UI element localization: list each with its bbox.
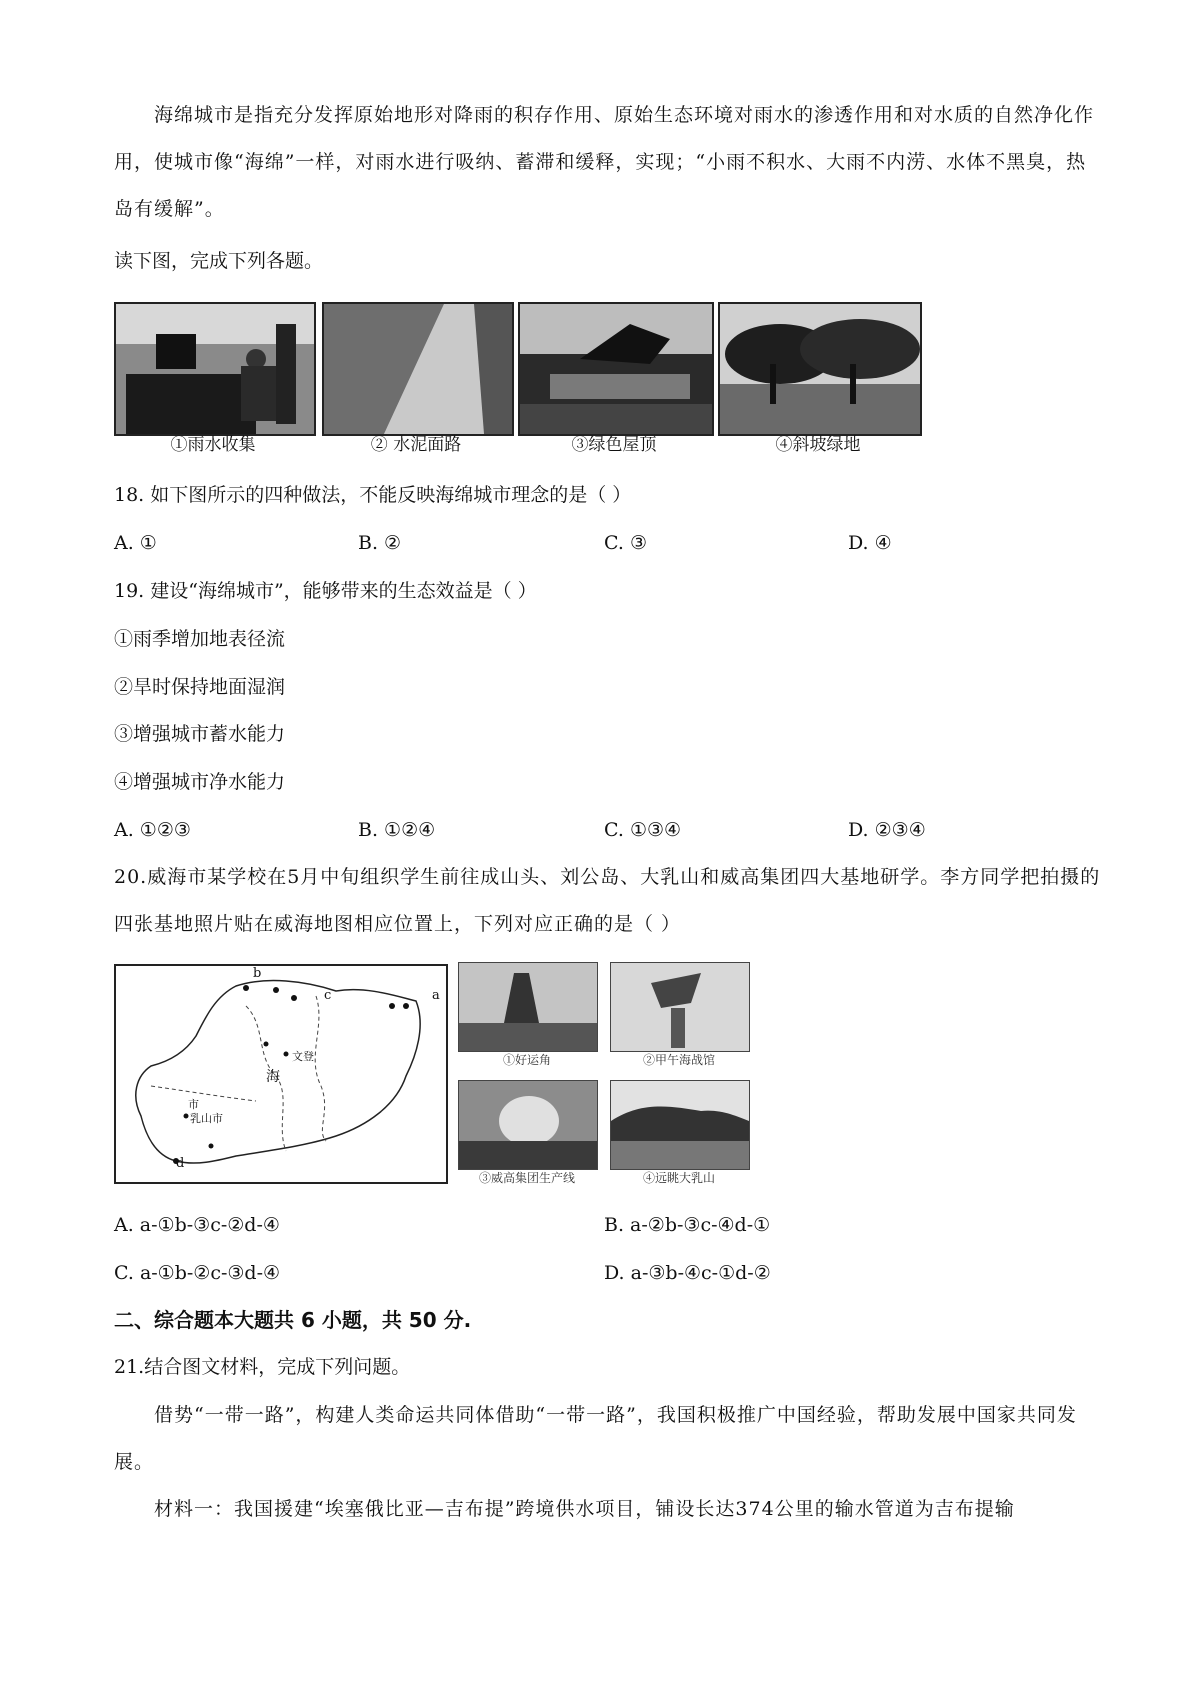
photo-caption-4: ④远眺大乳山 bbox=[642, 1171, 715, 1185]
q19-item-3: ③增强城市蓄水能力 bbox=[114, 723, 286, 745]
q18-option-b[interactable]: B. ② bbox=[358, 532, 402, 554]
map-label-sea: 海 bbox=[266, 1069, 280, 1085]
section2-title: 二、综合题本大题共 6 小题，共 50 分. bbox=[114, 1308, 472, 1332]
photo-cement-road bbox=[322, 302, 514, 436]
q18-stem: 18. 如下图所示的四种做法，不能反映海绵城市理念的是（ ） bbox=[114, 484, 632, 506]
q20-option-a[interactable]: A. a-①b-③c-②d-④ bbox=[114, 1214, 280, 1236]
photo-caption-1: ①好运角 bbox=[502, 1053, 551, 1067]
q20-option-c[interactable]: C. a-①b-②c-③d-④ bbox=[114, 1262, 281, 1284]
q21-paragraph-2: 材料一：我国援建“埃塞俄比亚—吉布提”跨境供水项目，铺设长达374公里的输水管道为吉布提输 bbox=[154, 1498, 1015, 1520]
map-label-a: a bbox=[432, 988, 440, 1003]
q19-option-b[interactable]: B. ①②④ bbox=[358, 819, 436, 841]
q19-item-2: ②旱时保持地面湿润 bbox=[114, 676, 286, 698]
photo-weigao-line bbox=[458, 1080, 598, 1170]
q18-option-c[interactable]: C. ③ bbox=[604, 532, 647, 554]
caption-2: ② 水泥面路 bbox=[370, 435, 462, 455]
q21-paragraph-1: 借势“一带一路”，构建人类命运共同体借助“一带一路”，我国积极推广中国经验，帮助发展中国家共同发展。 bbox=[114, 1404, 1077, 1473]
q20-stem: 20.威海市某学校在5月中旬组织学生前往成山头、刘公岛、大乳山和威高集团四大基地研学。李方同学把拍摄的四张基地照片贴在威海地图相应位置上，下列对应正确的是（ ） bbox=[114, 866, 1101, 935]
q19-option-d[interactable]: D. ②③④ bbox=[848, 819, 926, 841]
map-label-city: 市 bbox=[188, 1098, 199, 1111]
q20-option-d[interactable]: D. a-③b-④c-①d-② bbox=[604, 1262, 771, 1284]
map-label-b: b bbox=[253, 966, 262, 981]
q19-option-a[interactable]: A. ①②③ bbox=[114, 819, 191, 841]
weihai-map bbox=[114, 964, 448, 1184]
photo-green-roof bbox=[518, 302, 714, 436]
map-label-d: d bbox=[176, 1156, 185, 1171]
q21-stem: 21.结合图文材料，完成下列问题。 bbox=[114, 1356, 411, 1378]
q19-item-4: ④增强城市净水能力 bbox=[114, 771, 286, 793]
instruction-text: 读下图，完成下列各题。 bbox=[114, 250, 324, 272]
map-label-c: c bbox=[324, 988, 332, 1003]
caption-4: ④斜坡绿地 bbox=[775, 435, 861, 455]
q19-option-c[interactable]: C. ①③④ bbox=[604, 819, 682, 841]
photo-slope-greenland bbox=[718, 302, 922, 436]
map-label-rushan: 乳山市 bbox=[190, 1112, 223, 1125]
q18-option-d[interactable]: D. ④ bbox=[848, 532, 892, 554]
q20-option-b[interactable]: B. a-②b-③c-④d-① bbox=[604, 1214, 771, 1236]
map-label-wendeng: 文登 bbox=[292, 1050, 314, 1063]
caption-1: ①雨水收集 bbox=[170, 435, 256, 455]
photo-haoyunjiao bbox=[458, 962, 598, 1052]
q18-option-a[interactable]: A. ① bbox=[114, 532, 157, 554]
intro-paragraph: 海绵城市是指充分发挥原始地形对降雨的积存作用、原始生态环境对雨水的渗透作用和对水质的自然净化作用，使城市像“海绵”一样，对雨水进行吸纳、蓄滞和缓释，实现；“小雨不积水、大雨不内涝、水体不黑臭，热岛有缓解”。 bbox=[114, 104, 1095, 220]
photo-jiawu-museum bbox=[610, 962, 750, 1052]
q19-stem: 19. 建设“海绵城市”，能够带来的生态效益是（ ） bbox=[114, 580, 537, 602]
photo-caption-2: ②甲午海战馆 bbox=[642, 1053, 715, 1067]
q19-item-1: ①雨季增加地表径流 bbox=[114, 628, 286, 650]
caption-3: ③绿色屋顶 bbox=[571, 435, 657, 455]
photo-caption-3: ③威高集团生产线 bbox=[478, 1171, 575, 1185]
photo-daru-mountain bbox=[610, 1080, 750, 1170]
photo-rain-collection bbox=[114, 302, 316, 436]
